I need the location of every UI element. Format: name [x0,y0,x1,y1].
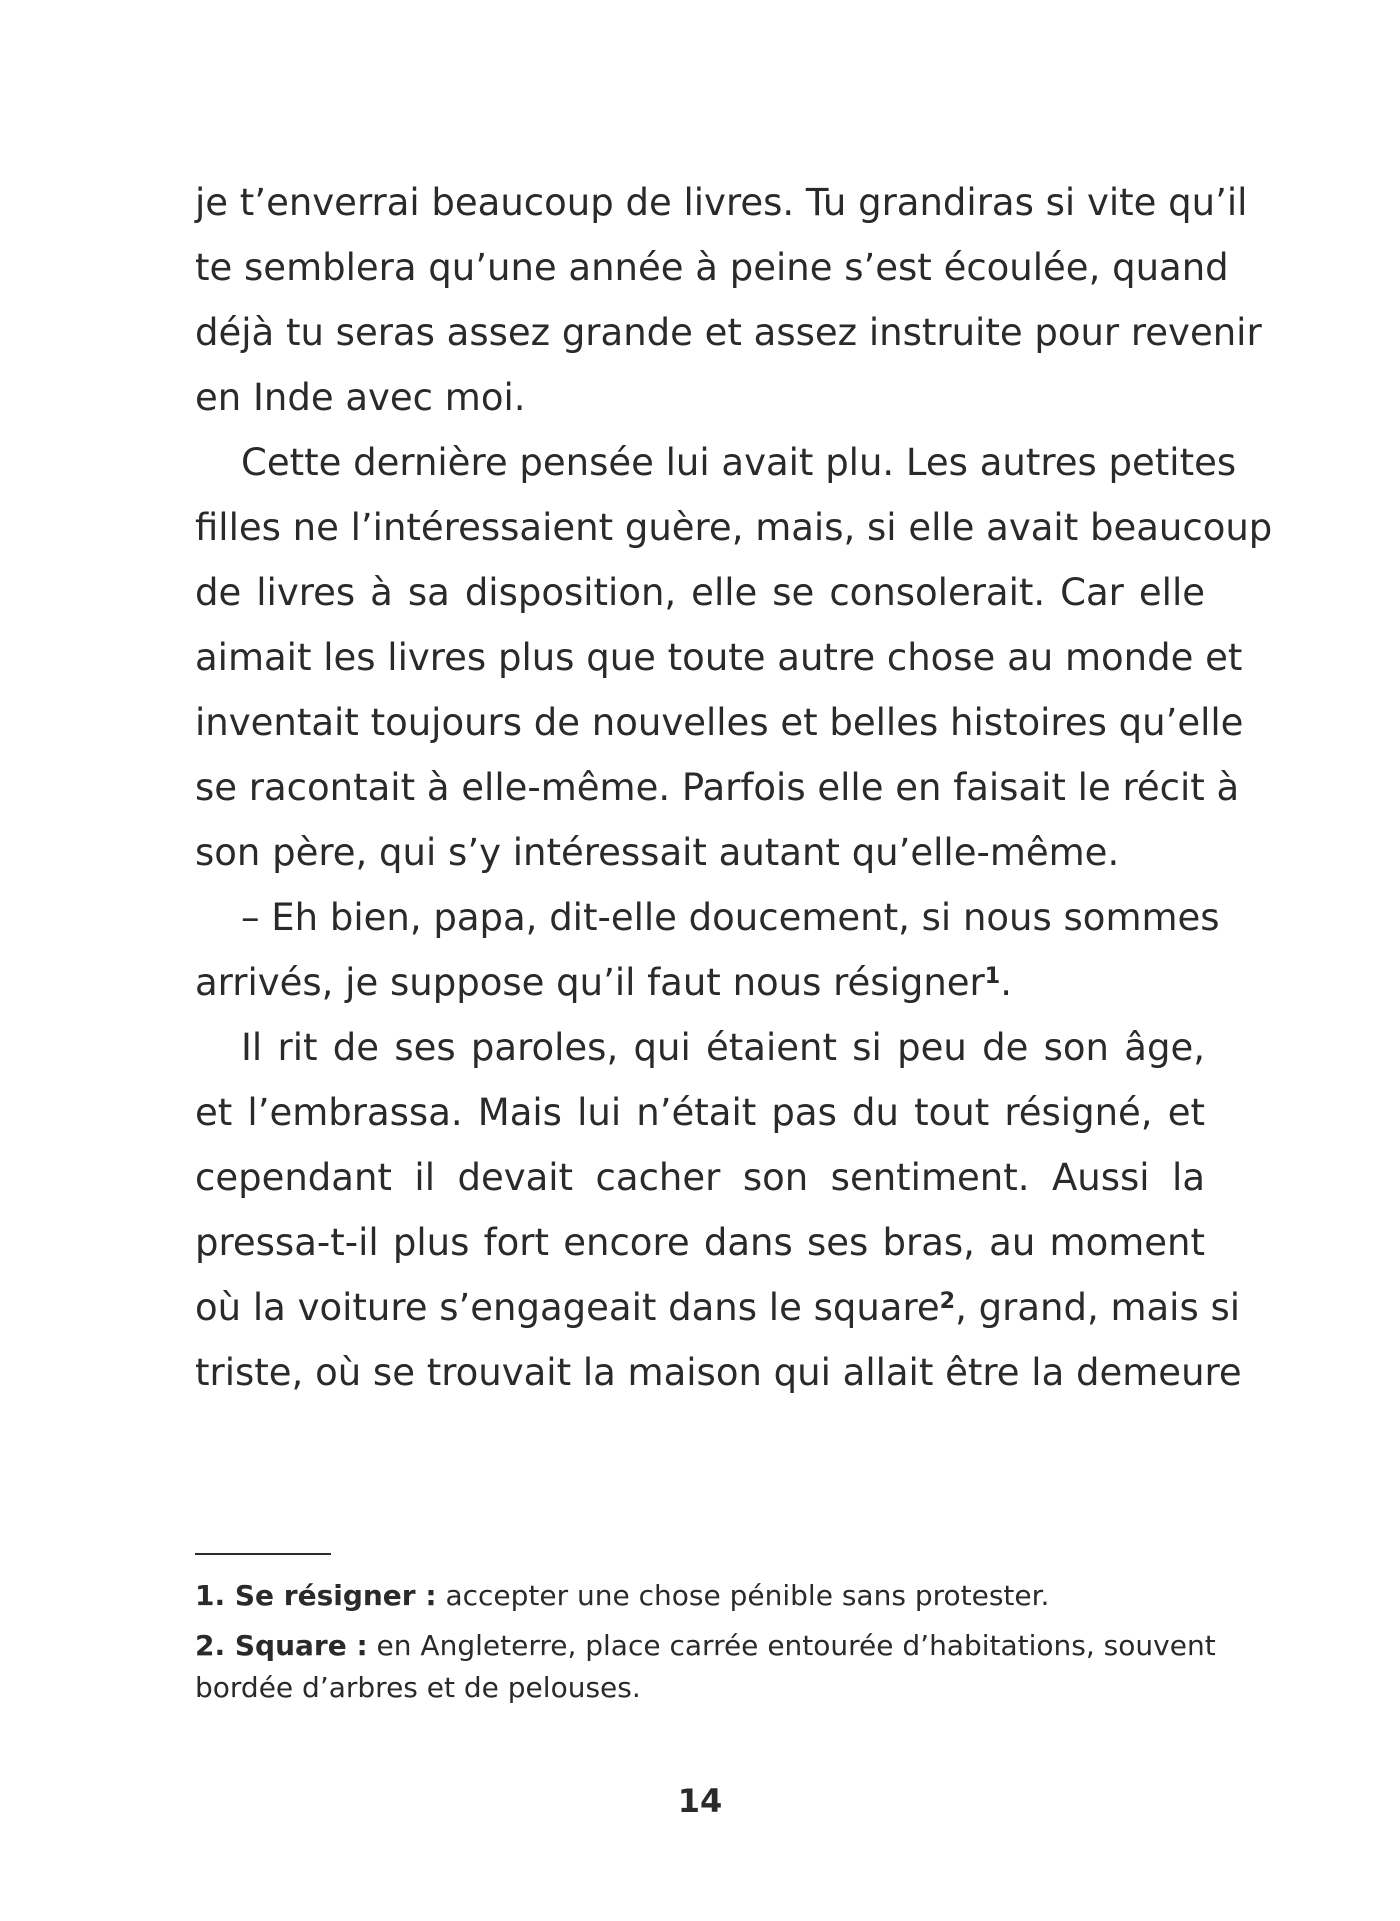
text-line-with-footnote [195,950,1205,1015]
text-line: inventait toujours de nouvelles et belles histoires qu’elle [195,701,1244,744]
text-line: triste, où se trouvait la maison qui allait être la demeure [195,1351,1242,1394]
body-text [195,170,1273,1405]
footnote-line: bordée d’arbres et de pelouses. [195,1671,641,1704]
text-line: Cette dernière pensée lui avait plu. Les autres petites [241,441,1237,484]
footnote-line [195,1625,1216,1667]
footnote-ref-2: 2 [939,1287,956,1314]
text-fragment: arrivés, je suppose qu’il faut nous résigner [195,961,985,1004]
footnote-ref-1: 1 [984,962,1001,989]
text-line: déjà tu seras assez grande et assez instruite pour revenir [195,311,1262,354]
footnote-term: 2. Square : [195,1629,368,1662]
text-line-with-footnote [195,1275,1241,1340]
text-line: de livres à sa disposition, elle se consolerait. Car elle [195,571,1205,614]
text-line: aimait les livres plus que toute autre chose au monde et [195,636,1243,679]
footnote-1 [195,1575,1205,1617]
text-line: te semblera qu’une année à peine s’est écoulée, quand [195,246,1229,289]
text-line: je t’enverrai beaucoup de livres. Tu grandiras si vite qu’il [195,181,1248,224]
text-line: filles ne l’intéressaient guère, mais, si elle avait beaucoup [195,506,1273,549]
footnote-definition: en Angleterre, place carrée entourée d’habitations, souvent [367,1629,1216,1662]
text-line: en Inde avec moi. [195,376,526,419]
text-line: et l’embrassa. Mais lui n’était pas du tout résigné, et [195,1091,1205,1134]
text-line: cependant il devait cacher son sentiment. Aussi la [195,1156,1205,1199]
footnote-definition: accepter une chose pénible sans protester. [436,1579,1050,1612]
text-fragment: , grand, mais si [955,1286,1241,1329]
page-number: 14 [677,1782,723,1820]
footnote-divider [195,1553,331,1555]
text-line: – Eh bien, papa, dit-elle doucement, si nous sommes [241,896,1220,939]
text-line: Il rit de ses paroles, qui étaient si peu de son âge, [241,1026,1205,1069]
text-line: pressa-t-il plus fort encore dans ses bras, au moment [195,1221,1205,1264]
text-line: se racontait à elle-même. Parfois elle en faisait le récit à [195,766,1240,809]
footnote-2 [195,1625,1216,1709]
text-line: son père, qui s’y intéressait autant qu’elle-même. [195,831,1120,874]
footnote-term: 1. Se résigner : [195,1579,437,1612]
footnotes [195,1575,1216,1717]
footnote-line [195,1575,1205,1617]
text-fragment: où la voiture s’engageait dans le square [195,1286,940,1329]
text-fragment: . [1000,961,1012,1004]
